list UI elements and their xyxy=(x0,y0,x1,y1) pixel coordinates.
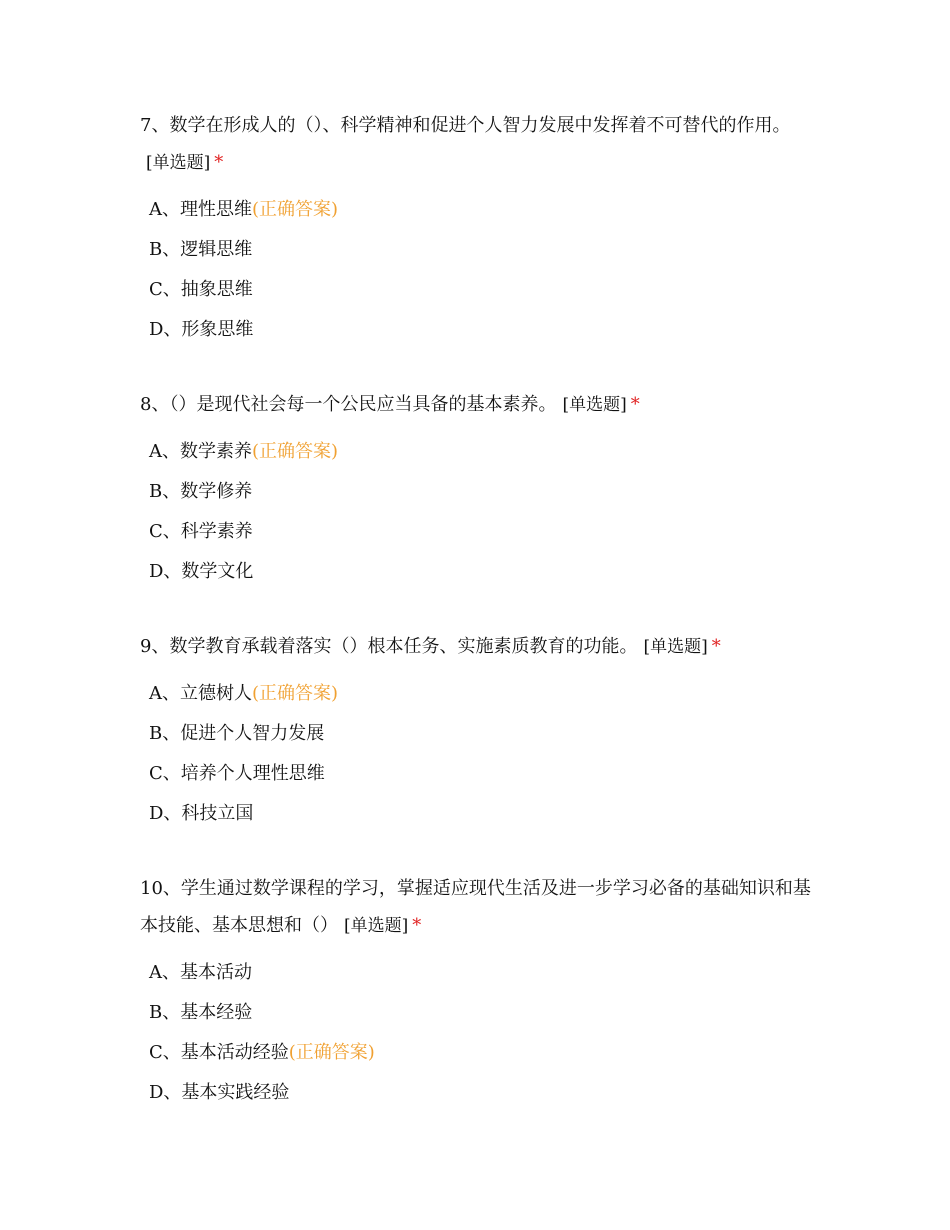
option-list xyxy=(140,953,820,1113)
question-title xyxy=(140,386,820,424)
option-c xyxy=(149,512,820,552)
question-text: 7、数学在形成人的（）、科学精神和促进个人智力发展中发挥着不可替代的作用。 xyxy=(140,115,791,136)
option-a xyxy=(149,953,820,993)
option-label: A、立德树人 xyxy=(149,683,252,704)
option-label: D、形象思维 xyxy=(149,319,254,340)
option-label: D、科技立国 xyxy=(149,803,254,824)
option-label: C、科学素养 xyxy=(149,521,253,542)
question-type: [单选题] xyxy=(643,637,708,657)
option-label: B、基本经验 xyxy=(149,1002,253,1023)
option-label: D、数学文化 xyxy=(149,561,254,582)
option-label: B、数学修养 xyxy=(149,481,253,502)
question-type: [单选题] xyxy=(344,916,409,936)
option-b xyxy=(149,230,820,270)
option-label: A、基本活动 xyxy=(149,962,252,983)
option-label: A、理性思维 xyxy=(149,199,252,220)
required-mark: * xyxy=(630,394,640,415)
required-mark: * xyxy=(214,152,224,173)
question-title xyxy=(140,870,820,945)
option-d xyxy=(149,552,820,592)
question-type: [单选题] xyxy=(146,153,211,173)
option-b xyxy=(149,472,820,512)
question-8 xyxy=(140,386,820,592)
option-d xyxy=(149,1073,820,1113)
option-list xyxy=(140,190,820,350)
option-label: D、基本实践经验 xyxy=(149,1082,290,1103)
question-9 xyxy=(140,628,820,834)
correct-answer-tag: (正确答案) xyxy=(288,1042,375,1063)
option-a xyxy=(149,674,820,714)
question-7 xyxy=(140,107,820,350)
option-b xyxy=(149,714,820,754)
question-type: [单选题] xyxy=(562,395,627,415)
option-a xyxy=(149,190,820,230)
option-label: B、逻辑思维 xyxy=(149,239,253,260)
option-label: C、培养个人理性思维 xyxy=(149,763,325,784)
question-text: 10、学生通过数学课程的学习，掌握适应现代生活及进一步学习必备的基础知识和基本技能、基本思想和（） xyxy=(140,878,811,936)
correct-answer-tag: (正确答案) xyxy=(252,683,339,704)
required-mark: * xyxy=(412,915,422,936)
question-text: 8、（）是现代社会每一个公民应当具备的基本素养。 xyxy=(140,394,557,415)
question-10 xyxy=(140,870,820,1113)
question-title xyxy=(140,628,820,666)
option-list xyxy=(140,674,820,834)
question-title xyxy=(140,107,820,182)
required-mark: * xyxy=(711,636,721,657)
option-list xyxy=(140,432,820,592)
option-label: C、抽象思维 xyxy=(149,279,253,300)
option-d xyxy=(149,310,820,350)
option-label: A、数学素养 xyxy=(149,441,252,462)
correct-answer-tag: (正确答案) xyxy=(252,441,339,462)
correct-answer-tag: (正确答案) xyxy=(252,199,339,220)
option-c xyxy=(149,754,820,794)
option-b xyxy=(149,993,820,1033)
option-d xyxy=(149,794,820,834)
option-c xyxy=(149,1033,820,1073)
option-c xyxy=(149,270,820,310)
option-label: B、促进个人智力发展 xyxy=(149,723,325,744)
option-a xyxy=(149,432,820,472)
option-label: C、基本活动经验 xyxy=(149,1042,289,1063)
question-text: 9、数学教育承载着落实（）根本任务、实施素质教育的功能。 xyxy=(140,636,638,657)
